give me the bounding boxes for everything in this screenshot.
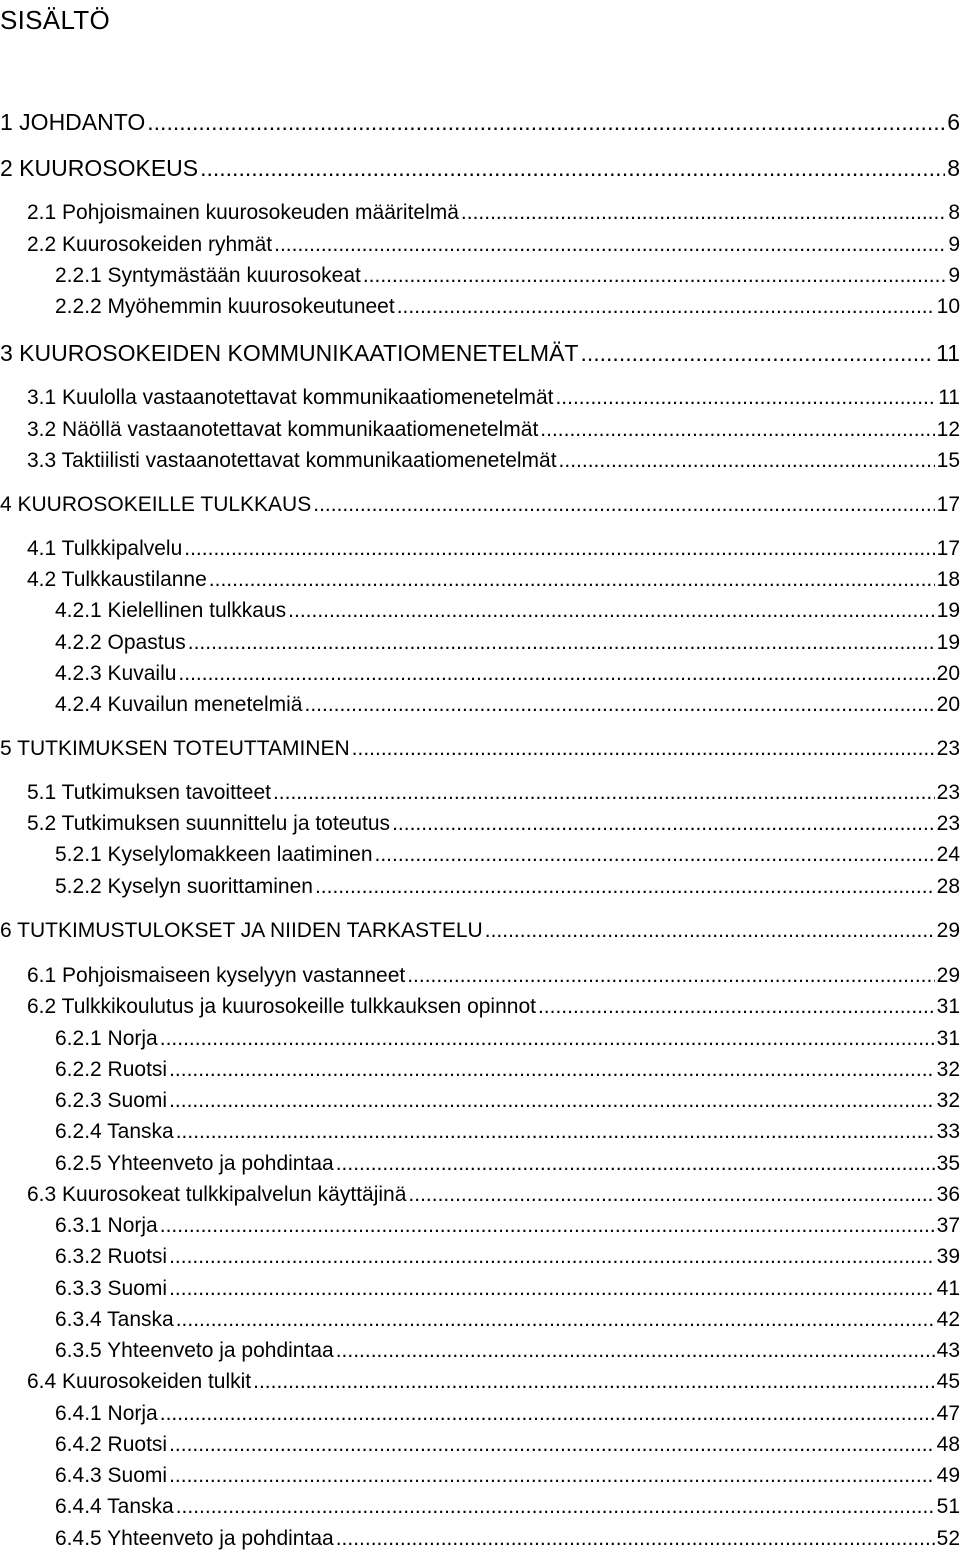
toc-entry-6-2-4[interactable]	[55, 1120, 960, 1144]
toc-page-number: 48	[936, 1433, 960, 1456]
toc-dot-leader	[178, 662, 934, 686]
toc-entry-label: 5.1 Tutkimuksen tavoitteet	[27, 781, 271, 804]
toc-entry-1[interactable]	[0, 109, 960, 135]
toc-page-number: 35	[936, 1152, 960, 1175]
toc-dot-leader	[559, 449, 935, 473]
toc-entry-6-2-1[interactable]	[55, 1027, 960, 1051]
toc-entry-6-2[interactable]	[27, 995, 960, 1019]
toc-dot-leader	[188, 631, 935, 655]
toc-entry-label: 6.3.4 Tanska	[55, 1308, 174, 1331]
toc-entry-4[interactable]	[0, 493, 960, 517]
toc-page-number: 45	[936, 1370, 960, 1393]
toc-entry-2-2-1[interactable]	[55, 264, 960, 288]
toc-page-number: 9	[948, 233, 960, 256]
toc-entry-6[interactable]	[0, 919, 960, 943]
toc-entry-label: 3.2 Näöllä vastaanotettavat kommunikaatiomenetelmät	[27, 418, 539, 441]
toc-entry-6-4-5[interactable]	[55, 1527, 960, 1551]
toc-dot-leader	[336, 1152, 935, 1176]
toc-entry-label: 2.2.1 Syntymästään kuurosokeat	[55, 264, 361, 287]
toc-entry-4-1[interactable]	[27, 537, 960, 561]
toc-page-number: 28	[936, 875, 960, 898]
toc-entry-label: 6.3.1 Norja	[55, 1214, 158, 1237]
toc-page-number: 23	[936, 781, 960, 804]
toc-entry-label: 6.3.5 Yhteenveto ja pohdintaa	[55, 1339, 334, 1362]
toc-dot-leader	[461, 201, 946, 225]
toc-entry-6-4-3[interactable]	[55, 1464, 960, 1488]
toc-page-number: 11	[936, 340, 960, 366]
toc-page-number: 23	[936, 812, 960, 835]
toc-page-number: 49	[936, 1464, 960, 1487]
toc-entry-label: 5.2 Tutkimuksen suunnittelu ja toteutus	[27, 812, 391, 835]
toc-page-number: 19	[936, 631, 960, 654]
toc-entry-6-3-3[interactable]	[55, 1277, 960, 1301]
toc-page-number: 29	[936, 919, 960, 942]
toc-entry-label: 6.4.4 Tanska	[55, 1495, 174, 1518]
toc-dot-leader	[169, 1433, 935, 1457]
toc-dot-leader	[485, 919, 935, 943]
toc-entry-5-2-1[interactable]	[55, 843, 960, 867]
toc-dot-leader	[336, 1527, 935, 1551]
toc-entry-label: 4.1 Tulkkipalvelu	[27, 537, 183, 560]
toc-page-number: 31	[936, 1027, 960, 1050]
toc-dot-leader	[169, 1464, 935, 1488]
toc-entry-4-2-2[interactable]	[55, 631, 960, 655]
toc-entry-2-2[interactable]	[27, 233, 960, 257]
toc-entry-label: 3.3 Taktiilisti vastaanotettavat kommunikaatiomenetelmät	[27, 449, 557, 472]
toc-entry-6-4-4[interactable]	[55, 1495, 960, 1519]
toc-dot-leader	[315, 875, 935, 899]
toc-page-number: 32	[936, 1058, 960, 1081]
toc-page-number: 23	[936, 737, 960, 760]
toc-entry-label: 6 TUTKIMUSTULOKSET JA NIIDEN TARKASTELU	[0, 919, 483, 942]
toc-entry-4-2-3[interactable]	[55, 662, 960, 686]
toc-page-number: 43	[936, 1339, 960, 1362]
page-title: SISÄLTÖ	[0, 5, 110, 35]
toc-dot-leader	[397, 295, 935, 319]
toc-entry-2-2-2[interactable]	[55, 295, 960, 319]
toc-dot-leader	[176, 1120, 935, 1144]
toc-dot-leader	[169, 1245, 935, 1269]
toc-dot-leader	[540, 418, 934, 442]
toc-page-number: 24	[936, 843, 960, 866]
toc-page-number: 51	[936, 1495, 960, 1518]
toc-page-number: 9	[948, 264, 960, 287]
toc-entry-5-1[interactable]	[27, 781, 960, 805]
toc-page-number: 18	[936, 568, 960, 591]
toc-page-number: 20	[936, 662, 960, 685]
toc-dot-leader	[274, 233, 946, 257]
toc-dot-leader	[304, 693, 934, 717]
toc-entry-label: 6.2.2 Ruotsi	[55, 1058, 168, 1081]
toc-dot-leader	[160, 1214, 935, 1238]
toc-entry-label: 4 KUUROSOKEILLE TULKKAUS	[0, 493, 312, 516]
toc-entry-label: 6.2 Tulkkikoulutus ja kuurosokeille tulkkauksen opinnot	[27, 995, 536, 1018]
toc-entry-2[interactable]	[0, 155, 960, 181]
toc-entry-3-3[interactable]	[27, 449, 960, 473]
toc-page-number: 19	[936, 599, 960, 622]
toc-dot-leader	[580, 340, 934, 366]
toc-dot-leader	[169, 1089, 935, 1113]
toc-dot-leader	[160, 1027, 935, 1051]
toc-page-number: 10	[936, 295, 960, 318]
toc-page-number: 31	[936, 995, 960, 1018]
toc-dot-leader	[273, 781, 935, 805]
toc-page-number: 12	[936, 418, 960, 441]
toc-entry-3-2[interactable]	[27, 418, 960, 442]
toc-dot-leader	[169, 1058, 935, 1082]
toc-entry-6-1[interactable]	[27, 964, 960, 988]
toc-page-number: 15	[936, 449, 960, 472]
toc-entry-2-1[interactable]	[27, 201, 960, 225]
toc-entry-4-2[interactable]	[27, 568, 960, 592]
toc-page-number: 52	[936, 1527, 960, 1550]
toc-entry-6-3[interactable]	[27, 1183, 960, 1207]
toc-entry-6-3-5[interactable]	[55, 1339, 960, 1363]
toc-entry-6-2-2[interactable]	[55, 1058, 960, 1082]
toc-entry-label: 5 TUTKIMUKSEN TOTEUTTAMINEN	[0, 737, 350, 760]
toc-entry-label: 4.2 Tulkkaustilanne	[27, 568, 207, 591]
toc-entry-6-4-1[interactable]	[55, 1402, 960, 1426]
toc-entry-6-2-5[interactable]	[55, 1152, 960, 1176]
toc-dot-leader	[176, 1495, 935, 1519]
toc-dot-leader	[408, 1183, 934, 1207]
toc-entry-label: 6.2.1 Norja	[55, 1027, 158, 1050]
toc-entry-4-2-4[interactable]	[55, 693, 960, 717]
toc-entry-label: 6.4.3 Suomi	[55, 1464, 168, 1487]
toc-dot-leader	[407, 964, 934, 988]
toc-dot-leader	[375, 843, 935, 867]
toc-entry-label: 6.4 Kuurosokeiden tulkit	[27, 1370, 252, 1393]
toc-dot-leader	[288, 599, 934, 623]
toc-entry-6-4-2[interactable]	[55, 1433, 960, 1457]
toc-page-number: 39	[936, 1245, 960, 1268]
toc-dot-leader	[253, 1370, 935, 1394]
toc-dot-leader	[147, 109, 945, 135]
toc-dot-leader	[200, 155, 945, 181]
toc-entry-label: 6.3.2 Ruotsi	[55, 1245, 168, 1268]
toc-entry-6-3-1[interactable]	[55, 1214, 960, 1238]
toc-dot-leader	[184, 537, 934, 561]
toc-entry-label: 6.3 Kuurosokeat tulkkipalvelun käyttäjinä	[27, 1183, 407, 1206]
toc-page-number: 6	[947, 109, 960, 135]
toc-entry-label: 6.4.2 Ruotsi	[55, 1433, 168, 1456]
toc-entry-label: 3.1 Kuulolla vastaanotettavat kommunikaatiomenetelmät	[27, 386, 554, 409]
toc-dot-leader	[555, 386, 936, 410]
toc-dot-leader	[336, 1339, 935, 1363]
toc-entry-label: 4.2.2 Opastus	[55, 631, 186, 654]
toc-entry-label: 2.2.2 Myöhemmin kuurosokeutuneet	[55, 295, 395, 318]
toc-dot-leader	[392, 812, 935, 836]
toc-entry-label: 2.2 Kuurosokeiden ryhmät	[27, 233, 273, 256]
toc-entry-5-2[interactable]	[27, 812, 960, 836]
toc-dot-leader	[169, 1277, 935, 1301]
toc-page-number: 17	[936, 537, 960, 560]
toc-page-number: 41	[936, 1277, 960, 1300]
toc-page-number: 8	[947, 155, 960, 181]
toc-entry-label: 4.2.3 Kuvailu	[55, 662, 177, 685]
toc-page-number: 42	[936, 1308, 960, 1331]
toc-page-number: 29	[936, 964, 960, 987]
toc-entry-label: 6.3.3 Suomi	[55, 1277, 168, 1300]
toc-page-number: 17	[936, 493, 960, 516]
toc-entry-6-3-4[interactable]	[55, 1308, 960, 1332]
toc-dot-leader	[352, 737, 935, 761]
toc-entry-label: 5.2.2 Kyselyn suorittaminen	[55, 875, 313, 898]
toc-entry-label: 6.4.1 Norja	[55, 1402, 158, 1425]
toc-dot-leader	[538, 995, 935, 1019]
toc-entry-label: 4.2.1 Kielellinen tulkkaus	[55, 599, 287, 622]
toc-entry-3[interactable]	[0, 340, 960, 366]
toc-entry-label: 2.1 Pohjoismainen kuurosokeuden määritelmä	[27, 201, 459, 224]
toc-entry-6-4[interactable]	[27, 1370, 960, 1394]
toc-dot-leader	[160, 1402, 935, 1426]
toc-page-number: 33	[936, 1120, 960, 1143]
toc-page-number: 32	[936, 1089, 960, 1112]
toc-entry-4-2-1[interactable]	[55, 599, 960, 623]
toc-entry-label: 4.2.4 Kuvailun menetelmiä	[55, 693, 303, 716]
toc-entry-label: 2 KUUROSOKEUS	[0, 155, 199, 181]
toc-page-number: 20	[936, 693, 960, 716]
toc-page-number: 47	[936, 1402, 960, 1425]
toc-entry-label: 1 JOHDANTO	[0, 109, 146, 135]
toc-entry-label: 6.2.5 Yhteenveto ja pohdintaa	[55, 1152, 334, 1175]
toc-entry-6-2-3[interactable]	[55, 1089, 960, 1113]
toc-entry-5[interactable]	[0, 737, 960, 761]
toc-page-number: 36	[936, 1183, 960, 1206]
toc-entry-label: 5.2.1 Kyselylomakkeen laatiminen	[55, 843, 373, 866]
toc-page-number: 8	[948, 201, 960, 224]
toc-entry-label: 3 KUUROSOKEIDEN KOMMUNIKAATIOMENETELMÄT	[0, 340, 579, 366]
toc-entry-3-1[interactable]	[27, 386, 960, 410]
toc-entry-label: 6.4.5 Yhteenveto ja pohdintaa	[55, 1527, 334, 1550]
toc-dot-leader	[313, 493, 934, 517]
toc-page-number: 37	[936, 1214, 960, 1237]
toc-entry-5-2-2[interactable]	[55, 875, 960, 899]
toc-dot-leader	[176, 1308, 935, 1332]
toc-dot-leader	[363, 264, 946, 288]
toc-entry-label: 6.1 Pohjoismaiseen kyselyyn vastanneet	[27, 964, 406, 987]
toc-entry-label: 6.2.3 Suomi	[55, 1089, 168, 1112]
toc-entry-6-3-2[interactable]	[55, 1245, 960, 1269]
toc-entry-label: 6.2.4 Tanska	[55, 1120, 174, 1143]
toc-dot-leader	[209, 568, 935, 592]
toc-page-number: 11	[938, 386, 960, 409]
